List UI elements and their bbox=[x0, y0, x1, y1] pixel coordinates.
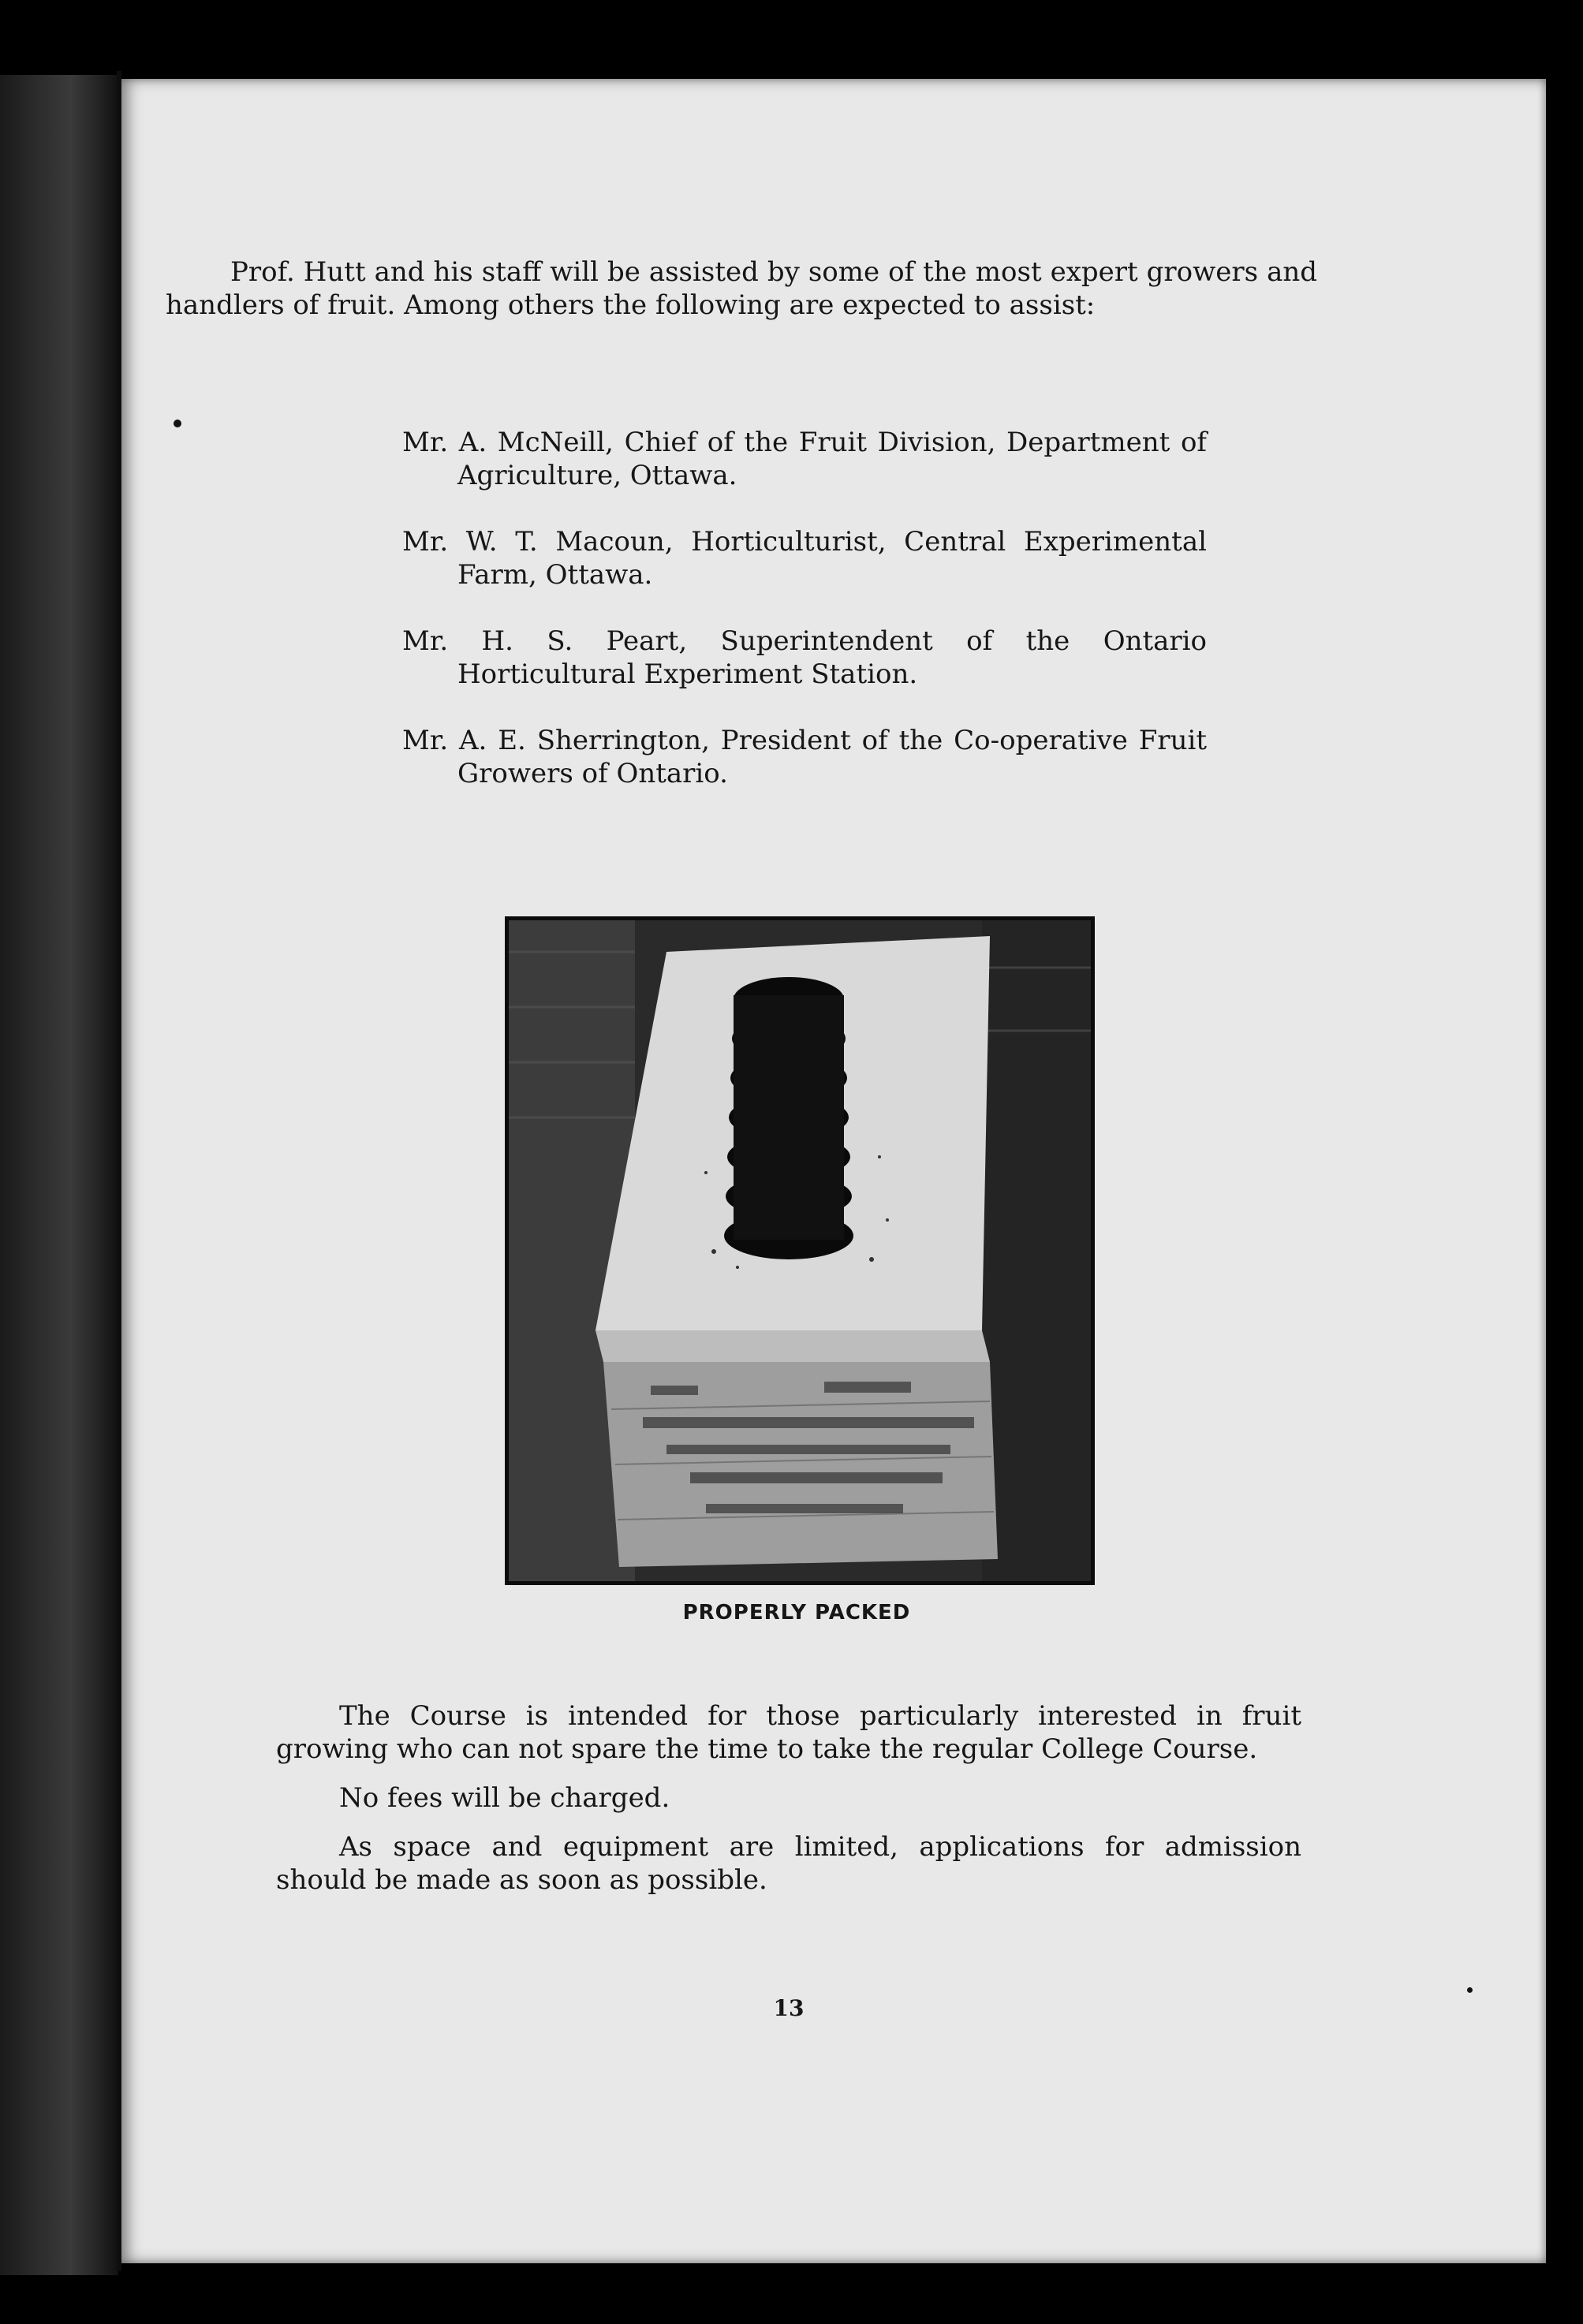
photo-caption: PROPERLY PACKED bbox=[682, 1601, 911, 1625]
facing-page-edge bbox=[0, 75, 118, 2275]
closing-section bbox=[276, 1699, 1301, 1912]
page-number: 13 bbox=[773, 1995, 805, 2021]
closing-paragraph: No fees will be charged. bbox=[339, 1782, 670, 1814]
list-item: Mr. W. T. Macoun, Horticulturist, Central Experimental Farm, Ottawa. bbox=[402, 526, 1207, 591]
list-item: Mr. A. McNeill, Chief of the Fruit Division, Department of Agriculture, Ottawa. bbox=[402, 427, 1207, 491]
list-item: Mr. H. S. Peart, Superintendent of the Ontario Horticultural Experiment Station. bbox=[402, 625, 1207, 690]
print-speck bbox=[1467, 1987, 1473, 1993]
list-item: Mr. A. E. Sherrington, President of the Co-operative Fruit Growers of Ontario. bbox=[402, 725, 1207, 789]
closing-paragraph: As space and equipment are limited, applications for admission should be made as soon as possible. bbox=[276, 1831, 1301, 1896]
book-gutter bbox=[117, 71, 121, 2271]
assistant-list bbox=[402, 426, 1207, 823]
packed-box-illustration bbox=[509, 920, 1091, 1581]
print-speck bbox=[174, 420, 181, 427]
intro-paragraph: Prof. Hutt and his staff will be assisted by some of the most expert growers and handlers of fruit. Among others the following are expected to assist: bbox=[166, 256, 1317, 321]
packed-box-photo bbox=[505, 916, 1095, 1585]
closing-paragraph: The Course is intended for those particularly interested in fruit growing who can not spare the time to take the regular College Course. bbox=[276, 1700, 1301, 1765]
